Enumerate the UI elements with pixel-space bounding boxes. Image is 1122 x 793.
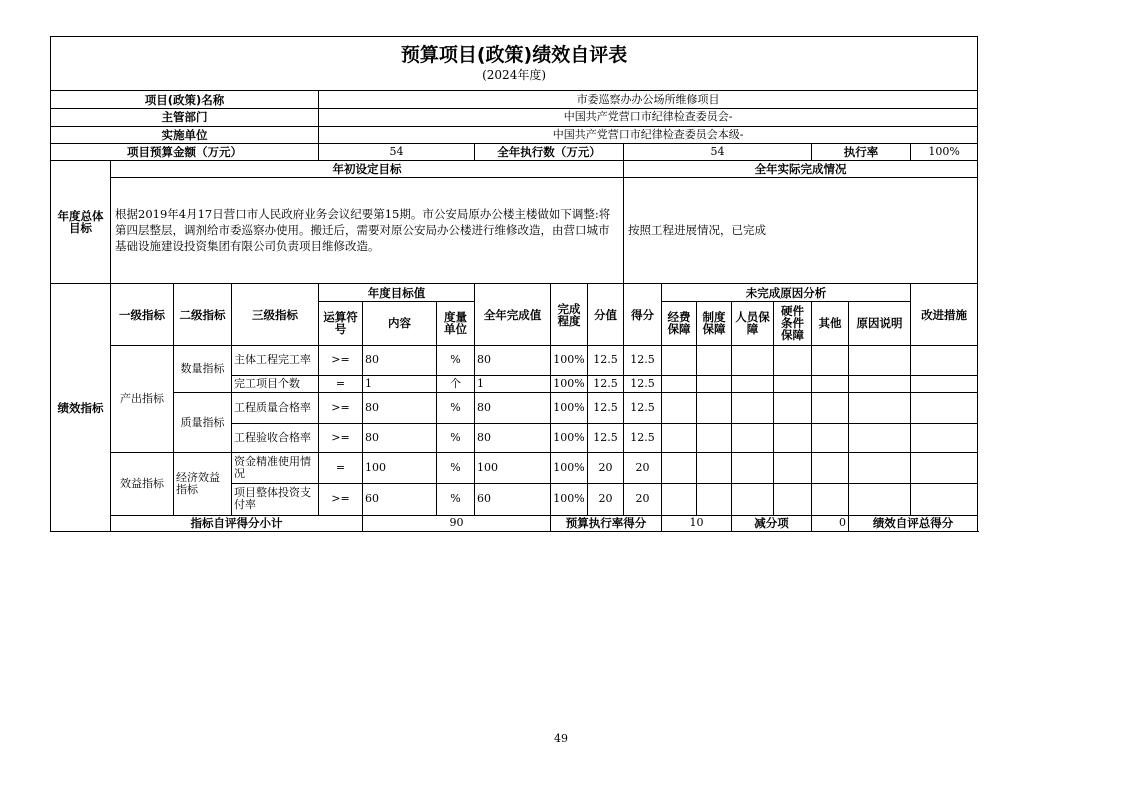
hardware-header: 硬件条件保障 — [774, 301, 812, 345]
score-header: 得分 — [624, 284, 662, 345]
implementer-value: 中国共产党营口市纪律检查委员会本级- — [319, 126, 978, 143]
empty-cell — [732, 376, 774, 393]
indicator-done: 80 — [475, 345, 551, 376]
indicator-done: 80 — [475, 423, 551, 453]
budget-score-label: 预算执行率得分 — [551, 515, 662, 531]
empty-cell — [774, 393, 812, 424]
indicator-unit: % — [437, 423, 475, 453]
initial-goal-text: 根据2019年4月17日营口市人民政府业务会议纪要第15期。市公安局原办公楼主楼做如下调整:将第四层整层，调剂给市委巡察办使用。搬迁后，需要对原公安局办公楼进行维修改造，由营口城市基础设施建设投资集团有限公司负责项目维修改造。 — [115, 207, 611, 254]
indicator-value: 20 — [588, 453, 624, 484]
other-header: 其他 — [812, 301, 849, 345]
indicator-rate: 100% — [551, 484, 588, 516]
empty-cell — [911, 423, 978, 453]
indicator-done: 100 — [475, 453, 551, 484]
empty-cell — [812, 345, 849, 376]
empty-cell — [662, 376, 697, 393]
report-year: (2024年度) — [482, 68, 547, 83]
indicator-unit: 个 — [437, 376, 475, 393]
indicator-content: 60 — [363, 484, 437, 516]
department-label: 主管部门 — [51, 109, 319, 126]
indicator-score: 12.5 — [624, 393, 662, 424]
table-row — [51, 453, 978, 484]
empty-cell — [774, 484, 812, 516]
performance-self-evaluation-table — [50, 36, 978, 532]
executed-label: 全年执行数（万元） — [475, 143, 624, 160]
indicator-op: >= — [319, 345, 363, 376]
group-quality: 质量指标 — [174, 393, 232, 453]
indicator-unit: % — [437, 345, 475, 376]
indicator-done: 80 — [475, 393, 551, 424]
completion-header: 完成程度 — [551, 284, 588, 345]
group-quantity: 数量指标 — [174, 345, 232, 393]
indicator-name: 完工项目个数 — [232, 376, 319, 393]
indicator-name: 工程质量合格率 — [232, 393, 319, 424]
indicator-op: >= — [319, 423, 363, 453]
indicator-op: = — [319, 376, 363, 393]
project-name-label: 项目(政策)名称 — [51, 90, 319, 108]
indicator-value: 12.5 — [588, 345, 624, 376]
table-row — [51, 393, 978, 424]
indicator-unit: % — [437, 484, 475, 516]
total-label: 绩效自评总得分 — [849, 515, 978, 531]
score-value-header: 分值 — [588, 284, 624, 345]
indicator-score: 20 — [624, 484, 662, 516]
indicator-op: >= — [319, 393, 363, 424]
empty-cell — [697, 423, 732, 453]
deduction-value: 0 — [812, 515, 849, 531]
empty-cell — [774, 376, 812, 393]
indicator-score: 12.5 — [624, 423, 662, 453]
indicator-content: 1 — [363, 376, 437, 393]
empty-cell — [849, 453, 911, 484]
empty-cell — [849, 423, 911, 453]
subtotal-value: 90 — [363, 515, 551, 531]
indicator-content: 80 — [363, 393, 437, 424]
annual-target-header: 年度目标值 — [319, 284, 475, 301]
empty-cell — [774, 453, 812, 484]
indicator-value: 12.5 — [588, 376, 624, 393]
indicator-value: 20 — [588, 484, 624, 516]
indicator-rate: 100% — [551, 345, 588, 376]
exec-rate-label: 执行率 — [812, 143, 911, 160]
project-name-value: 市委巡察办办公场所维修项目 — [319, 90, 978, 108]
indicator-content: 100 — [363, 453, 437, 484]
executed-value: 54 — [624, 143, 812, 160]
operator-header: 运算符号 — [319, 301, 363, 345]
indicator-done: 1 — [475, 376, 551, 393]
page-title: 预算项目(政策)绩效自评表 — [400, 44, 628, 67]
empty-cell — [849, 484, 911, 516]
empty-cell — [774, 423, 812, 453]
level3-header: 三级指标 — [232, 284, 319, 345]
group-benefit: 效益指标 — [111, 453, 174, 515]
budget-value: 54 — [319, 143, 475, 160]
empty-cell — [662, 345, 697, 376]
indicator-op: >= — [319, 484, 363, 516]
indicator-rate: 100% — [551, 423, 588, 453]
empty-cell — [697, 345, 732, 376]
reason-analysis-header: 未完成原因分析 — [662, 284, 911, 301]
group-output: 产出指标 — [111, 345, 174, 453]
indicator-done: 60 — [475, 484, 551, 516]
initial-goal-header: 年初设定目标 — [111, 161, 624, 177]
indicator-content: 80 — [363, 423, 437, 453]
empty-cell — [911, 376, 978, 393]
content-header: 内容 — [363, 301, 437, 345]
empty-cell — [812, 484, 849, 516]
subtotal-label: 指标自评得分小计 — [111, 515, 363, 531]
empty-cell — [662, 423, 697, 453]
indicator-name: 项目整体投资支付率 — [232, 484, 319, 516]
empty-cell — [911, 484, 978, 516]
full-year-header: 全年完成值 — [475, 284, 551, 345]
empty-cell — [911, 345, 978, 376]
indicator-name: 资金精准使用情况 — [232, 453, 319, 484]
empty-cell — [697, 376, 732, 393]
indicator-op: = — [319, 453, 363, 484]
page-number: 49 — [554, 732, 568, 745]
exec-rate-value: 100% — [911, 143, 978, 160]
indicator-unit: % — [437, 453, 475, 484]
actual-cell — [624, 177, 978, 284]
measures-header: 改进措施 — [911, 284, 978, 345]
empty-cell — [911, 393, 978, 424]
indicator-rate: 100% — [551, 393, 588, 424]
group-economic: 经济效益指标 — [174, 453, 232, 515]
empty-cell — [732, 345, 774, 376]
indicator-rate: 100% — [551, 453, 588, 484]
empty-cell — [732, 484, 774, 516]
empty-cell — [774, 345, 812, 376]
empty-cell — [662, 453, 697, 484]
empty-cell — [662, 484, 697, 516]
empty-cell — [911, 453, 978, 484]
indicator-name: 主体工程完工率 — [232, 345, 319, 376]
indicator-value: 12.5 — [588, 423, 624, 453]
indicator-rate: 100% — [551, 376, 588, 393]
indicators-label: 绩效指标 — [51, 284, 111, 532]
annual-goal-label: 年度总体目标 — [51, 161, 111, 284]
budget-score-value: 10 — [662, 515, 732, 531]
empty-cell — [732, 393, 774, 424]
indicator-name: 工程验收合格率 — [232, 423, 319, 453]
indicator-value: 12.5 — [588, 393, 624, 424]
system-header: 制度保障 — [697, 301, 732, 345]
actual-text: 按照工程进展情况，已完成 — [628, 223, 766, 238]
indicator-content: 80 — [363, 345, 437, 376]
initial-goal-cell — [111, 177, 624, 284]
reason-desc-header: 原因说明 — [849, 301, 911, 345]
empty-cell — [697, 484, 732, 516]
empty-cell — [849, 393, 911, 424]
empty-cell — [732, 423, 774, 453]
empty-cell — [849, 376, 911, 393]
level1-header: 一级指标 — [111, 284, 174, 345]
indicator-score: 20 — [624, 453, 662, 484]
budget-label: 项目预算金额（万元） — [51, 143, 319, 160]
level2-header: 二级指标 — [174, 284, 232, 345]
department-value: 中国共产党营口市纪律检查委员会- — [319, 109, 978, 126]
empty-cell — [812, 423, 849, 453]
actual-header: 全年实际完成情况 — [624, 161, 978, 177]
empty-cell — [849, 345, 911, 376]
empty-cell — [697, 453, 732, 484]
table-row — [51, 345, 978, 376]
empty-cell — [812, 393, 849, 424]
implementer-label: 实施单位 — [51, 126, 319, 143]
title-cell — [51, 37, 978, 91]
empty-cell — [812, 376, 849, 393]
personnel-header: 人员保障 — [732, 301, 774, 345]
empty-cell — [732, 453, 774, 484]
funding-header: 经费保障 — [662, 301, 697, 345]
indicator-score: 12.5 — [624, 345, 662, 376]
empty-cell — [697, 393, 732, 424]
deduction-label: 减分项 — [732, 515, 812, 531]
indicator-unit: % — [437, 393, 475, 424]
empty-cell — [812, 453, 849, 484]
unit-header: 度量单位 — [437, 301, 475, 345]
empty-cell — [662, 393, 697, 424]
indicator-score: 12.5 — [624, 376, 662, 393]
